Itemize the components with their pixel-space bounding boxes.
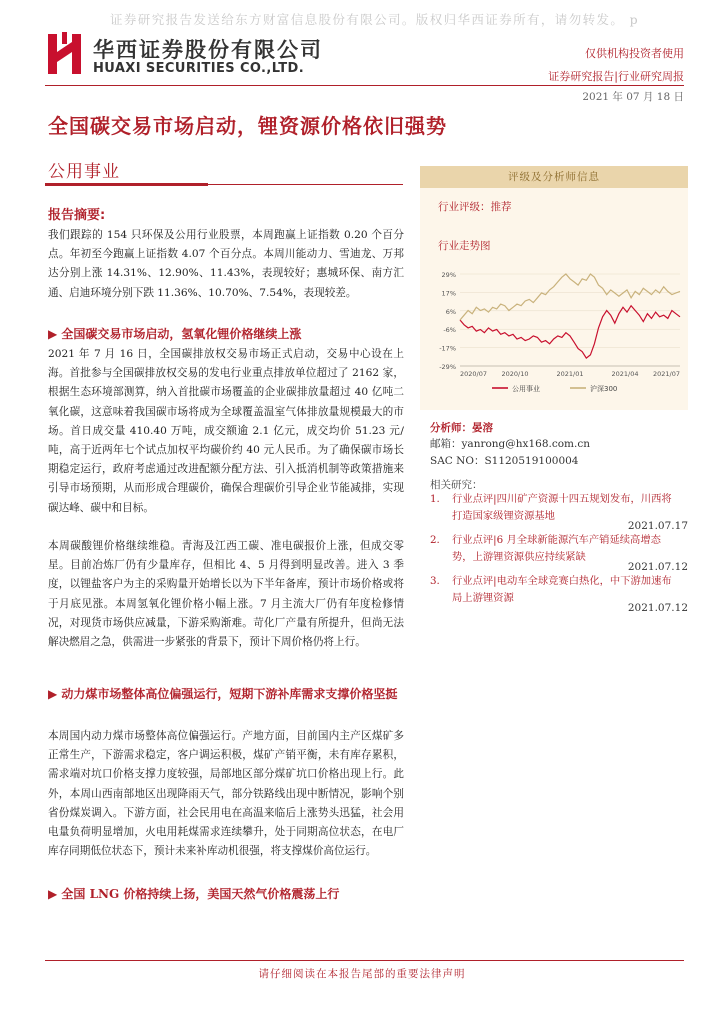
related-item-number: 2.: [430, 534, 440, 546]
legal-notice-footer: 请仔细阅读在本报告尾部的重要法律声明: [258, 968, 466, 980]
analyst-email: 邮箱：yanrong@hx168.com.cn: [430, 438, 590, 450]
y-tick-label: -6%: [443, 326, 456, 335]
section-coal-paragraph: 本周国内动力煤市场整体高位偏强运行。产地方面，目前国内主产区煤矿多正常生产，下游需求稳定，客户调运积极，煤矿产销平衡，未有库存累积，需求端对坑口价格支撑力度较强，局部地区部分煤矿坑口价格出现上行。此外，本周山西南部地区出现降雨天气，部分铁路线出现中断情况，影响个别省份煤炭调入。下游方面，社会民用电在高温来临后上涨势头迅猛，社会用电量负荷明显增加，火电用耗煤需求连续攀升，处于同期高位状态，在电厂库存同期低位状态下，预计未来补库动机很强，将支撑煤价高位运行。: [48, 730, 404, 858]
report-date: 2021 年 07 月 18 日: [582, 91, 684, 103]
footer-rule: [45, 960, 684, 961]
industry-rule-thin: [208, 184, 403, 185]
x-tick-label: 2020/07: [460, 370, 488, 378]
y-tick-label: 6%: [445, 307, 456, 316]
y-tick-label: 29%: [441, 271, 456, 279]
section-heading-coal: ▶ 动力煤市场整体高位偏强运行，短期下游补库需求支撑价格坚挺: [48, 687, 398, 701]
report-title: 全国碳交易市场启动，锂资源价格依旧强势: [48, 114, 447, 138]
legend-label: 公用事业: [512, 385, 540, 393]
related-item-number: 3.: [430, 575, 440, 587]
related-item-2-date: 2021.07.12: [627, 561, 688, 573]
related-item-text: 行业点评|四川矿产资源十四五规划发布，川西将打造国家级锂资源基地: [452, 493, 672, 522]
related-research-label: 相关研究：: [430, 479, 483, 491]
x-tick-label: 2021/01: [556, 370, 584, 378]
y-tick-label: -29%: [439, 363, 456, 371]
section-heading-lng: ▶ 全国 LNG 价格持续上扬，美国天然气价格震荡上行: [48, 887, 340, 901]
x-tick-label: 2021/04: [611, 370, 639, 378]
company-name-en: HUAXI SECURITIES CO.,LTD.: [93, 61, 305, 76]
huaxi-logo-icon: [48, 32, 82, 74]
summary-paragraph: 我们跟踪的 154 只环保及公用行业股票，本周跑赢上证指数 0.20 个百分点。年初至今跑赢上证指数 4.07 个百分点。本周川能动力、雪迪龙、万邦达分别上涨 14.31%、12.90%、11.43%，表现较好；惠城环保、南方汇通、启迪环境分别下跌 11.36%、10.70%、7.54%，表现较差。: [48, 229, 404, 299]
series-line-1: [460, 306, 680, 358]
header-rule: [45, 85, 684, 86]
analyst-name: 分析师：晏溶: [430, 422, 493, 434]
x-tick-label: 2020/10: [501, 370, 529, 378]
y-tick-label: -17%: [439, 344, 456, 353]
section-carbon-paragraph-1: 2021 年 7 月 16 日，全国碳排放权交易市场正式启动，交易中心设在上海。首批参与全国碳排放权交易的发电行业重点排放单位超过了 2162 家，根据生态环境部测算，纳入首批碳市场覆盖的企业碳排放量超过 40 亿吨二氧化碳，这意味着我国碳市场将成为全球覆盖温室气体排放量规模最大的市场。首日成交量 410.40 万吨，成交额逾 2.1 亿元，成交均价 51.23 元/吨，高于近两年七个试点加权平均碳价约 40 元人民币。为了确保碳市场长期稳定运行，政府考虑通过改进配额分配方法、引入抵消机制等政策措施来引导市场预期，从而形成合理碳价，确保合理碳价引导企业节能减排，实现碳达峰、碳中和目标。: [48, 348, 404, 514]
industry-rating: 行业评级：推荐: [438, 201, 512, 213]
related-item-text: 行业点评|电动车全球竞赛白热化，中下游加速布局上游锂资源: [452, 575, 672, 604]
summary-label: 报告摘要:: [48, 208, 106, 223]
industry-name: 公用事业: [48, 162, 120, 182]
audience-note: 仅供机构投资者使用: [585, 47, 684, 60]
legend-label: 沪深300: [590, 385, 618, 393]
x-tick-label: 2021/07: [652, 370, 680, 378]
series-line-2: [460, 274, 680, 320]
watermark: 证券研究报告发送给东方财富信息股份有限公司。版权归华西证券所有，请勿转发。 p: [110, 12, 640, 27]
related-item-text: 行业点评|6 月全球新能源汽车产销延续高增态势，上游锂资源供应持续紧缺: [452, 534, 661, 563]
section-carbon-paragraph-2: 本周碳酸锂价格继续维稳。青海及江西工碳、准电碳报价上涨，但成交零星。目前冶炼厂仍有少量库存，但相比 4、5 月得到明显改善。进入 3 季度，以锂盐客户为主的采购量开始增长以为下半年备库，预计市场价格或将于月底见涨。本周氢氧化锂价格小幅上涨。7 月主流大厂仍有年度检修情况，对现货市场供应减量，下游采购渐难。苛化厂产量有所提升，但尚无法解决燃眉之急，供需进一步紧张的背景下，预计下周价格仍将上行。: [48, 540, 404, 649]
related-item-3-date: 2021.07.12: [627, 602, 688, 614]
company-name-cn: 华西证券股份有限公司: [93, 38, 323, 62]
section-heading-carbon: ▶ 全国碳交易市场启动，氢氧化锂价格继续上涨: [48, 327, 302, 341]
trend-chart: [426, 262, 688, 407]
related-item-1-date: 2021.07.17: [627, 520, 688, 532]
report-type: 证券研究报告|行业研究周报: [548, 70, 684, 83]
industry-rule: [45, 183, 208, 186]
related-item-number: 1.: [430, 493, 440, 505]
trend-chart-label: 行业走势图: [438, 240, 491, 252]
rating-box-title: 评级及分析师信息: [420, 166, 688, 188]
analyst-sac: SAC NO：S1120519100004: [430, 455, 579, 467]
y-tick-label: 17%: [441, 289, 456, 298]
